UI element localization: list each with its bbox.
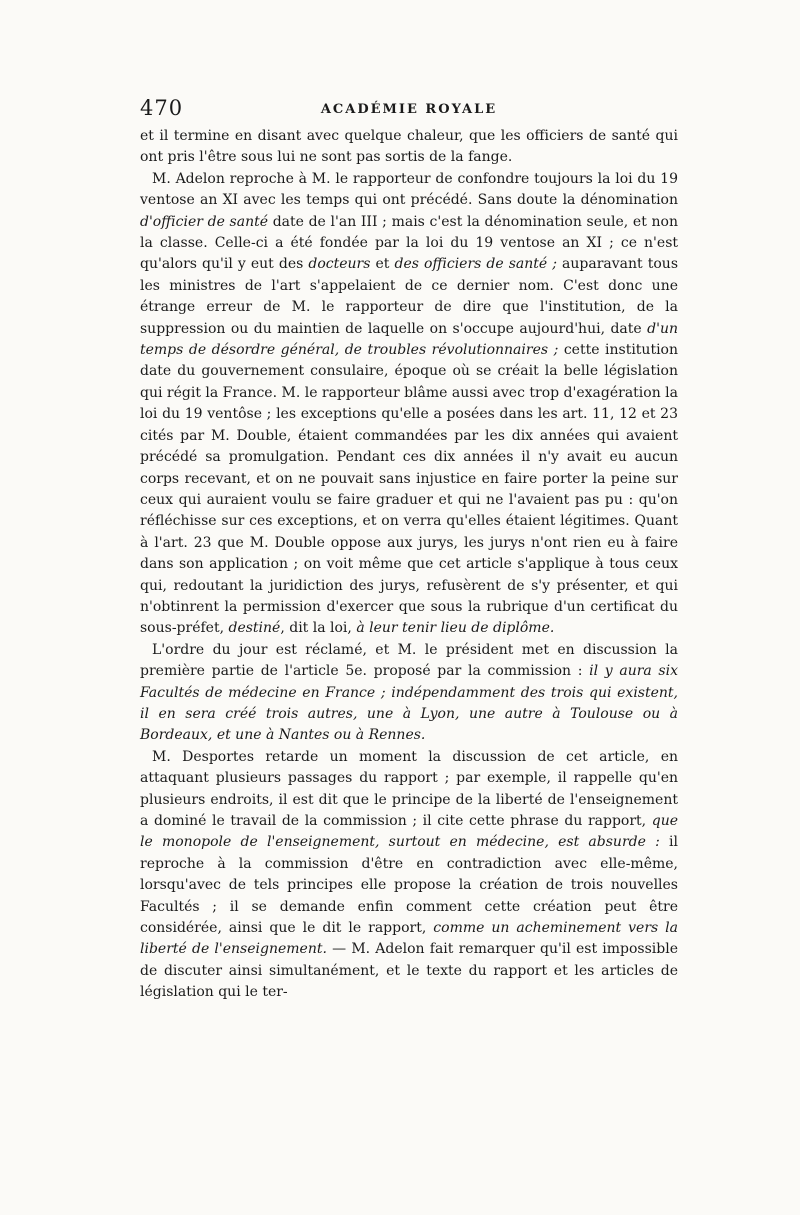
body-text	[140, 126, 678, 1004]
text-run: — M. Adelon fait remarquer qu'il est impossible de discuter ainsi simultanément, et le texte du rapport et les articles de législation qui le ter-	[140, 941, 679, 1001]
text-run: , dit la loi,	[280, 620, 357, 637]
document-page	[140, 96, 678, 1004]
text-run: cette institution date du gouvernement consulaire, époque où se créait la belle législation qui régit la France. M. le rapporteur blâme aussi avec trop d'exagération la loi du 19 ventôse ; les exceptions qu'elle a posées dans les art. 11, 12 et 23 cités par M. Double, étaient commandées par les dix années qui avaient précédé sa promulgation. Pendant ces dix années il n'y avait eu aucun corps recevant, et on ne pouvait sans injustice en faire porter la peine sur ceux qui auraient voulu se faire graduer et qui ne l'avaient pas pu : qu'on réfléchisse sur ces exceptions, et on verra qu'elles étaient légitimes. Quant à l'art. 23 que M. Double oppose aux jurys, les jurys n'ont rien eu à faire dans son application ; on voit même que cet article s'applique à tous ceux qui, redoutant la juridiction des jurys, refusèrent de s'y présenter, et qui n'obtinrent la permission d'exercer que sous la rubrique d'un certificat du sous-préfet,	[140, 342, 678, 637]
italic-text: que le monopole de l'enseignement, surtout en médecine, est absurde :	[140, 813, 678, 851]
italic-text: comme un acheminement vers la liberté de l'enseignement.	[140, 920, 678, 958]
paragraph	[140, 747, 678, 1004]
text-run: date de l'an III ; mais c'est la dénomination seule, et non la classe. Celle-ci a été fondée par la loi du 19 ventose an XI ; ce n'est qu'alors qu'il y eut des	[140, 213, 678, 273]
italic-text: destiné	[228, 620, 281, 637]
italic-text: qui ont pris l'être sous lui	[140, 128, 678, 166]
page-number: 470	[140, 96, 184, 120]
italic-text: il y aura six Facultés de médecine en France ; indépendamment des trois qui existent, il en sera créé trois autres, une à Lyon, une autre à Toulouse ou à Bordeaux, et une à Nantes ou à Rennes.	[140, 663, 678, 744]
text-run: il reproche à la commission d'être en contradiction avec elle-même, lorsqu'avec de tels principes elle propose la création de trois nouvelles Facultés ; il se demande enfin comment cette création peut être considérée, ainsi que le dit le rapport,	[140, 834, 679, 937]
text-run: M. Adelon reproche à M. le rapporteur de confondre toujours la loi du 19 ventose an XI avec les temps qui ont précédé. Sans doute la dénomination	[140, 170, 678, 209]
text-run: et il termine en disant avec quelque chaleur, que les officiers de santé	[140, 128, 656, 144]
page-header	[140, 96, 678, 126]
paragraph	[140, 169, 678, 640]
text-run: L'ordre du jour est réclamé, et M. le président met en discussion la première partie de l'article 5e. proposé par la commission :	[140, 641, 678, 680]
italic-text: d'un temps de désordre général, de troubles révolutionnaires ;	[140, 320, 678, 359]
italic-text: des officiers de santé ;	[394, 256, 557, 273]
text-run: M. Desportes retarde un moment la discussion de cet article, en attaquant plusieurs passages du rapport ; par exemple, il rappelle qu'en plusieurs endroits, il est dit que le principe de la liberté de l'enseignement a dominé le travail de la commission ; il cite cette phrase du rapport,	[140, 748, 678, 829]
paragraph	[140, 640, 678, 747]
italic-text: docteurs	[308, 256, 371, 273]
text-run: auparavant tous les ministres de l'art s'appelaient de ce dernier nom. C'est donc une étrange erreur de M. le rapporteur de dire que l'institution, de la suppression ou du maintien de laquelle on s'occupe aujourd'hui, date	[140, 256, 679, 337]
italic-text: d'officier de santé	[140, 213, 269, 230]
text-run: ne sont pas sortis de la fange.	[295, 149, 513, 166]
paragraph	[140, 126, 678, 169]
text-run: et	[370, 256, 395, 273]
running-head: ACADÉMIE ROYALE	[320, 102, 498, 117]
italic-text: à leur tenir lieu de diplôme.	[356, 620, 555, 637]
